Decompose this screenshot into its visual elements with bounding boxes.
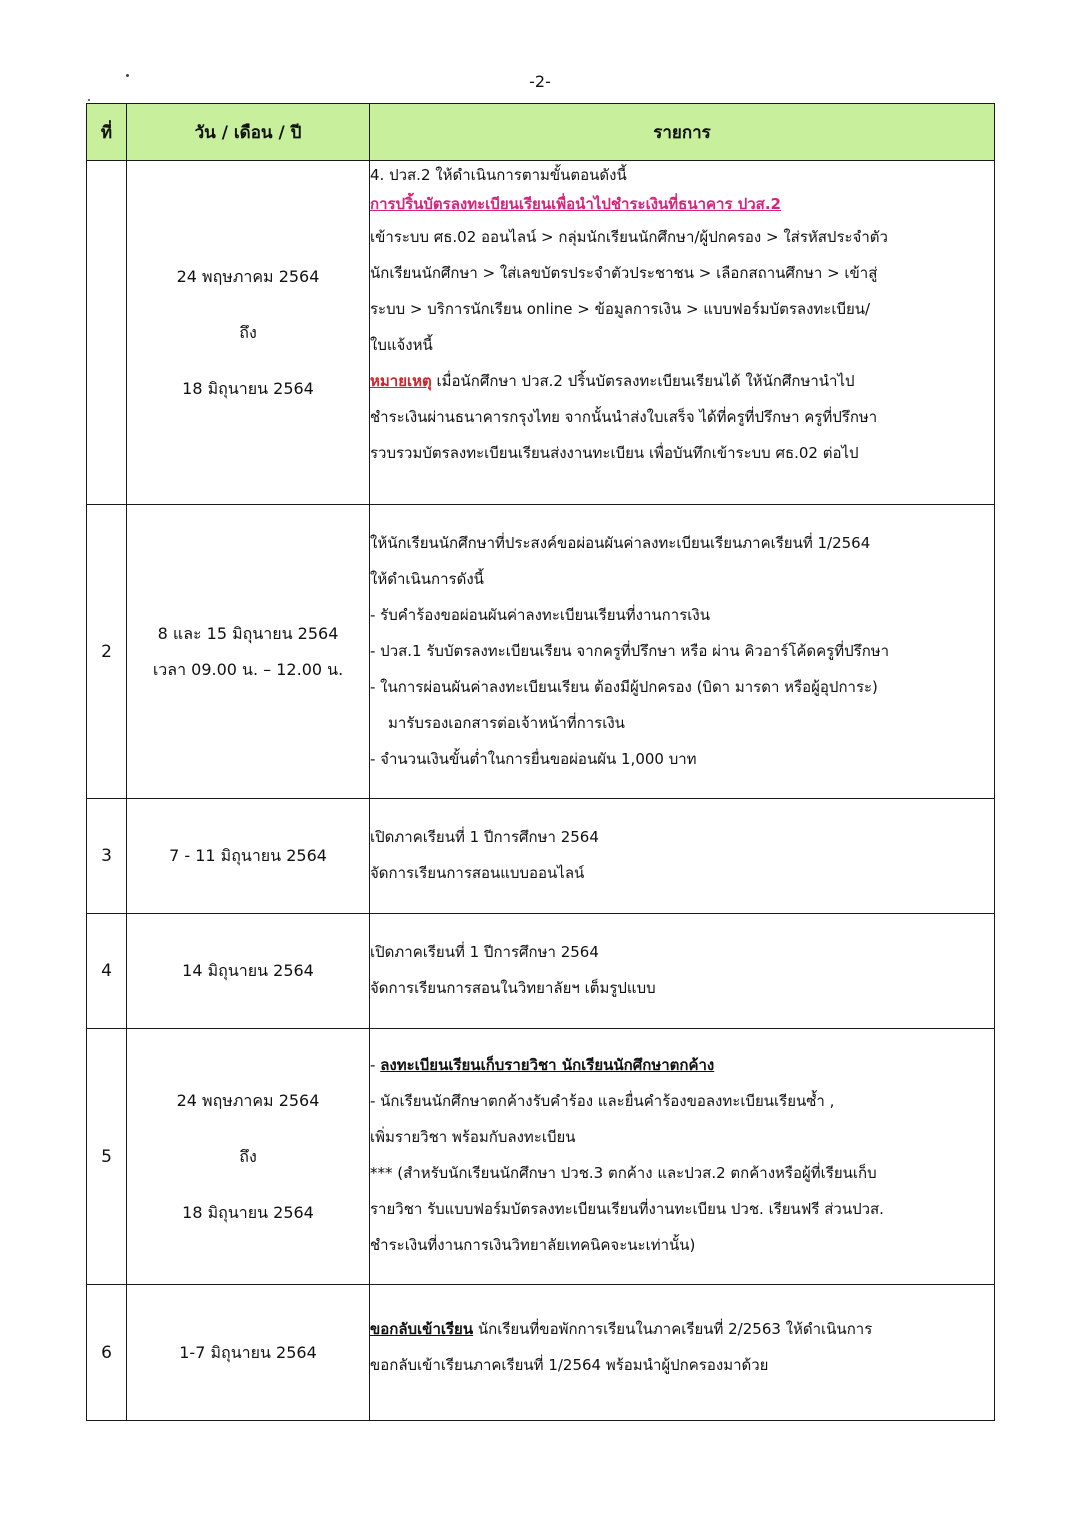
detail-bullet: - นักเรียนนักศึกษาตกค้างรับคำร้อง และยื่นคำร้องขอลงทะเบียนเรียนซ้ำ , — [370, 1092, 835, 1110]
detail-text: นักเรียนที่ขอพักการเรียนในภาคเรียนที่ 2/2563 ให้ดำเนินการ — [473, 1320, 873, 1338]
row-date: 1-7 มิถุนายน 2564 — [127, 1285, 370, 1421]
note-text: เมื่อนักศึกษา ปวส.2 ปริ้นบัตรลงทะเบียนเรียนได้ ให้นักศึกษานำไป — [431, 372, 855, 390]
date-to: ถึง — [239, 322, 257, 342]
detail-bullet: - รับคำร้องขอผ่อนผันค่าลงทะเบียนเรียนที่งานการเงิน — [370, 606, 710, 624]
detail-bullet: - จำนวนเงินขั้นต่ำในการยื่นขอผ่อนผัน 1,000 บาท — [370, 750, 697, 768]
header-item: รายการ — [370, 104, 995, 161]
detail-line: ขอกลับเข้าเรียนภาคเรียนที่ 1/2564 พร้อมนำผู้ปกครองมาด้วย — [370, 1356, 769, 1374]
detail-line: เพิ่มรายวิชา พร้อมกับลงทะเบียน — [370, 1128, 576, 1146]
row-number: 3 — [87, 799, 127, 914]
date-end: 18 มิถุนายน 2564 — [182, 378, 314, 398]
date-end: 18 มิถุนายน 2564 — [182, 1202, 314, 1222]
detail-heading: ขอกลับเข้าเรียน — [370, 1320, 474, 1338]
detail-line: ให้ดำเนินการดังนี้ — [370, 570, 484, 588]
page-number: -2- — [529, 72, 551, 91]
detail-line: ให้นักเรียนนักศึกษาที่ประสงค์ขอผ่อนผันค่าลงทะเบียนเรียนภาคเรียนที่ 1/2564 — [370, 534, 871, 552]
row-details — [370, 505, 995, 799]
table-row — [87, 799, 995, 914]
header-date: วัน / เดือน / ปี — [127, 104, 370, 161]
date-to: ถึง — [239, 1146, 257, 1166]
table-row — [87, 1029, 995, 1285]
row-details — [370, 1029, 995, 1285]
table-row — [87, 1285, 995, 1421]
detail-bullet: - ปวส.1 รับบัตรลงทะเบียนเรียน จากครูที่ปรึกษา หรือ ผ่าน คิวอาร์โค้ดครูที่ปรึกษา — [370, 642, 890, 660]
detail-bullet: - ในการผ่อนผันค่าลงทะเบียนเรียน ต้องมีผู้ปกครอง (บิดา มารดา หรือผู้อุปการะ) — [370, 678, 878, 696]
detail-line: นักเรียนนักศึกษา > ใส่เลขบัตรประจำตัวประชาชน > เลือกสถานศึกษา > เข้าสู่ — [370, 264, 878, 282]
detail-heading-line — [370, 1311, 994, 1347]
row-number: 2 — [87, 505, 127, 799]
row-number: 5 — [87, 1029, 127, 1285]
date-start: 8 และ 15 มิถุนายน 2564 — [157, 623, 339, 643]
detail-line: เปิดภาคเรียนที่ 1 ปีการศึกษา 2564 — [370, 828, 599, 846]
detail-line: เข้าระบบ ศธ.02 ออนไลน์ > กลุ่มนักเรียนนักศึกษา/ผู้ปกครอง > ใส่รหัสประจำตัว — [370, 228, 888, 246]
detail-heading-line: - ลงทะเบียนเรียนเก็บรายวิชา นักเรียนนักศึกษาตกค้าง — [370, 1056, 715, 1074]
table-header-row — [87, 104, 995, 161]
detail-heading: ลงทะเบียนเรียนเก็บรายวิชา นักเรียนนักศึกษาตกค้าง — [380, 1056, 715, 1074]
row-date — [127, 161, 370, 505]
row-date — [127, 1029, 370, 1285]
detail-line: รายวิชา รับแบบฟอร์มบัตรลงทะเบียนเรียนที่งานทะเบียน ปวช. เรียนฟรี ส่วนปวส. — [370, 1200, 884, 1218]
row-date: 7 - 11 มิถุนายน 2564 — [127, 799, 370, 914]
table-row — [87, 505, 995, 799]
detail-line: เปิดภาคเรียนที่ 1 ปีการศึกษา 2564 — [370, 943, 599, 961]
row-number: 4 — [87, 914, 127, 1029]
row-details — [370, 799, 995, 914]
row-details — [370, 1285, 995, 1421]
table-row — [87, 914, 995, 1029]
detail-heading: การปริ้นบัตรลงทะเบียนเรียนเพื่อนำไปชำระเงินที่ธนาคาร ปวส.2 — [370, 195, 781, 213]
scan-speck — [88, 99, 90, 101]
row-number — [87, 161, 127, 505]
detail-line: 4. ปวส.2 ให้ดำเนินการตามขั้นตอนดังนี้ — [370, 166, 627, 184]
note-line: รวบรวมบัตรลงทะเบียนเรียนส่งงานทะเบียน เพื่อบันทึกเข้าระบบ ศธ.02 ต่อไป — [370, 444, 859, 462]
row-date — [127, 505, 370, 799]
detail-line: ชำระเงินที่งานการเงินวิทยาลัยเทคนิคจะนะเท่านั้น) — [370, 1236, 696, 1254]
row-details — [370, 914, 995, 1029]
detail-line: *** (สำหรับนักเรียนนักศึกษา ปวช.3 ตกค้าง และปวส.2 ตกค้างหรือผู้ที่เรียนเก็บ — [370, 1164, 877, 1182]
note-line: ชำระเงินผ่านธนาคารกรุงไทย จากนั้นนำส่งใบเสร็จ ได้ที่ครูที่ปรึกษา ครูที่ปรึกษา — [370, 408, 878, 426]
detail-line: มารับรองเอกสารต่อเจ้าหน้าที่การเงิน — [388, 714, 625, 732]
row-details — [370, 161, 995, 505]
header-no: ที่ — [87, 104, 127, 161]
table-row — [87, 161, 995, 505]
note-line — [370, 363, 994, 399]
schedule-table — [86, 103, 995, 1421]
date-start: 24 พฤษภาคม 2564 — [176, 1090, 320, 1110]
detail-line: ใบแจ้งหนี้ — [370, 336, 433, 354]
date-start: 24 พฤษภาคม 2564 — [176, 266, 320, 286]
detail-line: จัดการเรียนการสอนแบบออนไลน์ — [370, 864, 585, 882]
row-date: 14 มิถุนายน 2564 — [127, 914, 370, 1029]
row-number: 6 — [87, 1285, 127, 1421]
detail-line: จัดการเรียนการสอนในวิทยาลัยฯ เต็มรูปแบบ — [370, 979, 656, 997]
detail-line: ระบบ > บริการนักเรียน online > ข้อมูลการเงิน > แบบฟอร์มบัตรลงทะเบียน/ — [370, 300, 871, 318]
date-end: เวลา 09.00 น. – 12.00 น. — [152, 659, 344, 679]
note-label: หมายเหตุ — [370, 372, 432, 390]
